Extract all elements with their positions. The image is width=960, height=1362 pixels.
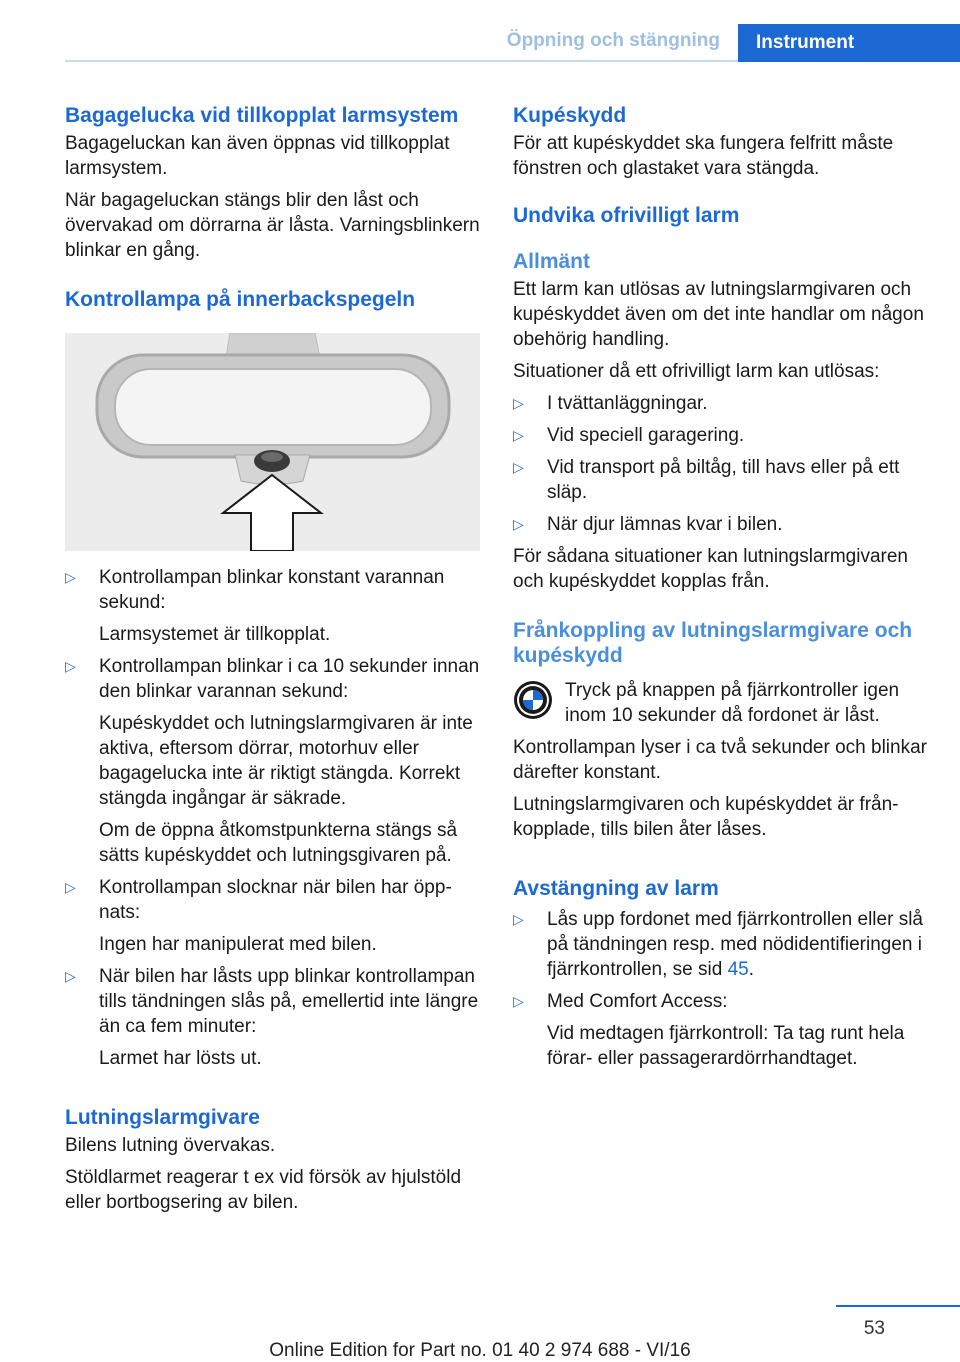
bullet-triangle-icon: ▷ bbox=[513, 993, 524, 1009]
heading-cabin-protection: Kupéskydd bbox=[513, 104, 627, 127]
heading-avoid-alarm: Undvika ofrivilligt larm bbox=[513, 204, 740, 227]
bullet-triangle-icon: ▷ bbox=[513, 427, 524, 443]
lamp-status-list bbox=[65, 565, 480, 1071]
heading-disconnect: Frånkoppling av lutningslarmgivare och kupéskydd bbox=[513, 619, 913, 667]
para-tilt-2: Stöldlarmet reagerar t ex vid försök av hjulstöld eller bortbogsering av bilen. bbox=[65, 1167, 462, 1213]
situations-list bbox=[513, 391, 933, 537]
page-header bbox=[0, 0, 960, 64]
list-item-sub: Vid medtagen fjärrkontroll: Ta tag runt hela förar- eller passagerardörrhandtaget. bbox=[547, 1023, 905, 1069]
list-item-text: I tvättanläggningar. bbox=[547, 393, 708, 414]
para-lamp: Kontrollampan lyser i ca två sekunder och blinkar därefter konstant. bbox=[513, 737, 927, 783]
heading-alarm-off: Avstängning av larm bbox=[513, 877, 719, 900]
list-item bbox=[65, 654, 480, 868]
key-instruction bbox=[513, 678, 933, 728]
bullet-triangle-icon: ▷ bbox=[513, 911, 524, 927]
list-item bbox=[513, 989, 933, 1071]
list-item-sub: Larmet har lösts ut. bbox=[99, 1048, 262, 1069]
mirror-illustration bbox=[65, 333, 480, 551]
left-column bbox=[65, 103, 480, 1215]
bmw-key-button-icon bbox=[513, 680, 553, 725]
right-column bbox=[513, 103, 933, 1071]
bullet-triangle-icon: ▷ bbox=[513, 516, 524, 532]
list-item-text: Med Comfort Access: bbox=[547, 991, 728, 1012]
list-item-text-end: . bbox=[748, 959, 754, 980]
list-item bbox=[65, 875, 480, 957]
list-item-text: Vid transport på biltåg, till havs eller på ett släp. bbox=[547, 457, 900, 503]
page-number: 53 bbox=[863, 1318, 885, 1339]
heading-mirror-lamp: Kontrollampa på innerbackspegeln bbox=[65, 288, 416, 311]
page-reference-link[interactable]: 45 bbox=[727, 959, 749, 980]
header-chapter-tab[interactable]: Instrument bbox=[738, 24, 960, 62]
heading-tilt-sensor: Lutningslarmgivare bbox=[65, 1106, 260, 1129]
list-item bbox=[513, 423, 933, 448]
list-item bbox=[513, 455, 933, 505]
alarm-off-list bbox=[513, 907, 933, 1071]
list-item-sub: Larmsystemet är tillkopplat. bbox=[99, 624, 331, 645]
bullet-triangle-icon: ▷ bbox=[65, 879, 76, 895]
bullet-triangle-icon: ▷ bbox=[65, 968, 76, 984]
list-item bbox=[65, 565, 480, 647]
list-item bbox=[513, 512, 933, 537]
heading-trunk-alarm: Bagagelucka vid tillkopplat larmsystem bbox=[65, 104, 459, 127]
list-item-text: Kontrollampan blinkar konstant varannan sekund: bbox=[99, 567, 445, 613]
footer-rule bbox=[836, 1305, 960, 1307]
header-section-title[interactable]: Öppning och stängning bbox=[506, 30, 720, 51]
para-off: Lutningslarmgivaren och kupéskyddet är frånkopplade, tills bilen åter låses. bbox=[513, 794, 899, 840]
list-item-sub: Om de öppna åtkomstpunkterna stängs så sätts kupéskyddet och lutningsgivaren på. bbox=[99, 820, 458, 866]
list-item-text: När djur lämnas kvar i bilen. bbox=[547, 514, 783, 535]
list-item-text: När bilen har låsts upp blinkar kontrollampan tills tändningen slås på, emellertid inte längre än ca fem minuter: bbox=[99, 966, 479, 1037]
para-key: Tryck på knappen på fjärrkontroller igen inom 10 sekunder då fordonet är låst. bbox=[565, 680, 900, 726]
list-item-text: Vid speciell garagering. bbox=[547, 425, 745, 446]
list-item-sub: Kupéskyddet och lutningslarmgivaren är inte aktiva, eftersom dörrar, motorhuv eller bagagelucka inte är riktigt stängda. Korrekt stängda ingångar är säkrade. bbox=[99, 713, 473, 809]
list-item-text: Kontrollampan slocknar när bilen har öppnats: bbox=[99, 877, 452, 923]
para-trunk-1: Bagageluckan kan även öppnas vid tillkopplat larmsystem. bbox=[65, 133, 450, 179]
para-trunk-2: När bagageluckan stängs blir den låst och övervakad om dörrarna är låsta. Varningsblinkern blinkar en gång. bbox=[65, 190, 480, 261]
list-item-text: Kontrollampan blinkar i ca 10 sekunder innan den blinkar varannan sekund: bbox=[99, 656, 480, 702]
para-general-2: Situationer då ett ofrivilligt larm kan utlösas: bbox=[513, 361, 880, 382]
list-item bbox=[513, 907, 933, 982]
rearview-mirror-image bbox=[65, 333, 480, 551]
bullet-triangle-icon: ▷ bbox=[65, 569, 76, 585]
list-item bbox=[65, 964, 480, 1071]
list-item-sub: Ingen har manipulerat med bilen. bbox=[99, 934, 377, 955]
list-item bbox=[513, 391, 933, 416]
para-tilt-1: Bilens lutning övervakas. bbox=[65, 1135, 276, 1156]
bullet-triangle-icon: ▷ bbox=[513, 459, 524, 475]
para-cabin: För att kupéskyddet ska fungera felfritt måste fönstren och glastaket vara stängda. bbox=[513, 133, 894, 179]
list-item-text: Lås upp fordonet med fjärrkontrollen eller slå på tändningen resp. med nödidentifieringen i fjärrkontrollen, se sid bbox=[547, 909, 923, 980]
edition-footer: Online Edition for Part no. 01 40 2 974 688 - VI/16 bbox=[269, 1340, 691, 1361]
heading-general: Allmänt bbox=[513, 250, 591, 273]
para-general-1: Ett larm kan utlösas av lutningslarmgivaren och kupéskyddet även om det inte handlar om någon obehörig handling. bbox=[513, 279, 924, 350]
bullet-triangle-icon: ▷ bbox=[65, 658, 76, 674]
bullet-triangle-icon: ▷ bbox=[513, 395, 524, 411]
para-general-3: För sådana situationer kan lutningslarmgivaren och kupéskyddet kopplas från. bbox=[513, 546, 908, 592]
